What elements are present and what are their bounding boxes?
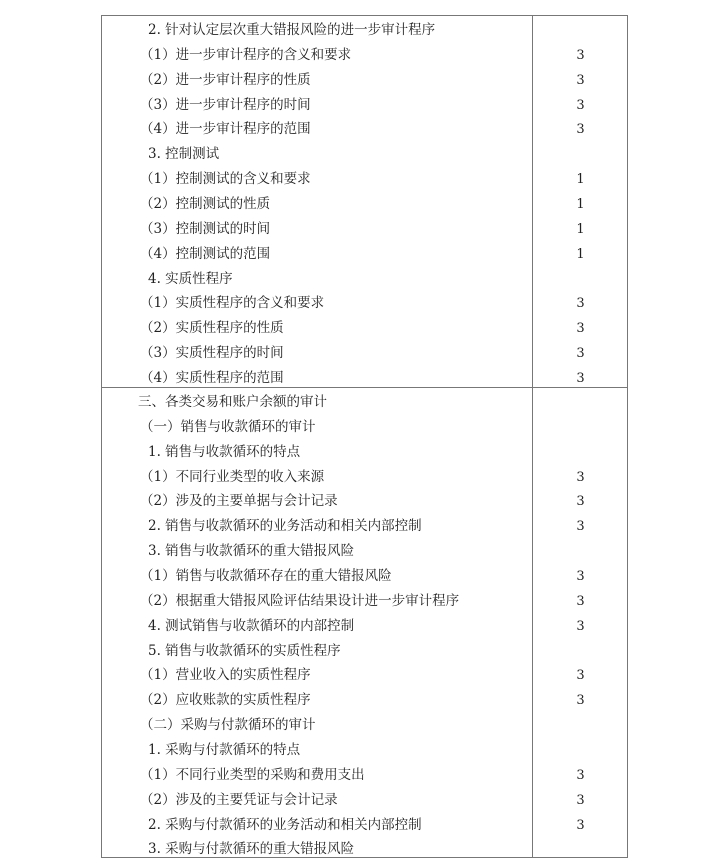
- row-topic: （1）实质性程序的含义和要求: [140, 295, 325, 312]
- row-topic: 2. 销售与收款循环的业务活动和相关内部控制: [148, 518, 422, 535]
- table-row: [102, 713, 627, 738]
- row-hours: 1: [576, 221, 585, 237]
- row-topic: 三、各类交易和账户余额的审计: [138, 394, 327, 410]
- table-section-transaction-audit: [102, 388, 627, 857]
- row-hours: 3: [576, 122, 585, 138]
- row-topic: （2）根据重大错报风险评估结果设计进一步审计程序: [140, 592, 460, 609]
- row-topic: （3）实质性程序的时间: [140, 345, 284, 362]
- table-row: [102, 539, 627, 564]
- table-row: [102, 663, 627, 688]
- row-topic: （4）进一步审计程序的范围: [140, 121, 311, 138]
- row-topic: 3. 销售与收款循环的重大错报风险: [148, 543, 355, 560]
- row-topic: （2）应收账款的实质性程序: [140, 692, 311, 709]
- row-topic: 2. 采购与付款循环的业务活动和相关内部控制: [148, 816, 422, 833]
- row-topic: 3. 采购与付款循环的重大错报风险: [148, 841, 355, 858]
- row-topic: （1）不同行业类型的收入来源: [140, 468, 325, 485]
- row-hours: 1: [576, 197, 585, 213]
- table-row: [102, 217, 627, 242]
- table-row: [102, 316, 627, 341]
- row-topic: 5. 销售与收款循环的实质性程序: [148, 642, 341, 659]
- table-row: [102, 267, 627, 292]
- table-row: [102, 415, 627, 440]
- table-row: [102, 763, 627, 788]
- row-hours: 3: [576, 72, 585, 88]
- row-topic: （4）控制测试的范围: [140, 245, 271, 262]
- row-hours: 3: [576, 817, 585, 833]
- table-row: [102, 291, 627, 316]
- row-hours: 3: [576, 296, 585, 312]
- row-hours: 3: [576, 346, 585, 362]
- row-topic: （2）涉及的主要凭证与会计记录: [140, 791, 338, 808]
- table-row: [102, 93, 627, 118]
- row-topic: （一）销售与收款循环的审计: [140, 418, 316, 435]
- table-row: [102, 589, 627, 614]
- row-topic: （二）采购与付款循环的审计: [140, 717, 316, 734]
- table-row: [102, 614, 627, 639]
- row-topic: 4. 实质性程序: [148, 270, 233, 287]
- table-row: [102, 242, 627, 267]
- row-hours: 1: [576, 246, 585, 262]
- row-hours: 3: [576, 618, 585, 634]
- row-hours: 3: [576, 792, 585, 808]
- row-topic: （1）营业收入的实质性程序: [140, 667, 311, 684]
- table-row: [102, 142, 627, 167]
- row-topic: 4. 测试销售与收款循环的内部控制: [148, 617, 355, 634]
- row-hours: 1: [576, 172, 585, 188]
- table-section-further-procedures: [102, 16, 627, 388]
- table-row: [102, 167, 627, 192]
- row-hours: 3: [576, 693, 585, 709]
- row-hours: 3: [576, 494, 585, 510]
- row-topic: 2. 针对认定层次重大错报风险的进一步审计程序: [148, 22, 436, 38]
- row-topic: （4）实质性程序的范围: [140, 370, 284, 387]
- table-row: [102, 68, 627, 93]
- row-hours: 3: [576, 519, 585, 535]
- row-topic: （2）进一步审计程序的性质: [140, 71, 311, 88]
- row-hours: 3: [576, 593, 585, 609]
- row-topic: 1. 销售与收款循环的特点: [148, 443, 301, 460]
- row-topic: （2）实质性程序的性质: [140, 320, 284, 337]
- row-topic: （1）控制测试的含义和要求: [140, 171, 311, 188]
- table-row: [102, 837, 627, 862]
- table-row: [102, 192, 627, 217]
- table-row: [102, 564, 627, 589]
- row-topic: 1. 采购与付款循环的特点: [148, 742, 301, 759]
- table-row: [102, 813, 627, 838]
- row-topic: 3. 控制测试: [148, 146, 220, 163]
- table-row: [102, 688, 627, 713]
- row-topic: （1）不同行业类型的采购和费用支出: [140, 766, 365, 783]
- row-topic: （3）进一步审计程序的时间: [140, 96, 311, 113]
- row-topic: （2）涉及的主要单据与会计记录: [140, 493, 338, 510]
- row-topic: （1）销售与收款循环存在的重大错报风险: [140, 568, 392, 585]
- table-row: [102, 514, 627, 539]
- row-hours: 3: [576, 97, 585, 113]
- table-row: [102, 489, 627, 514]
- row-hours: 3: [576, 469, 585, 485]
- row-hours: 3: [576, 321, 585, 337]
- row-hours: 3: [576, 371, 585, 387]
- row-topic: （1）进一步审计程序的含义和要求: [140, 46, 352, 63]
- table-row: [102, 117, 627, 142]
- table-row: [102, 43, 627, 68]
- table-row: [102, 440, 627, 465]
- row-topic: （2）控制测试的性质: [140, 196, 271, 213]
- table-row: [102, 341, 627, 366]
- row-hours: 3: [576, 668, 585, 684]
- row-hours: 3: [576, 767, 585, 783]
- syllabus-table: [101, 15, 628, 858]
- row-hours: 3: [576, 47, 585, 63]
- row-hours: 3: [576, 569, 585, 585]
- table-row: [102, 639, 627, 664]
- table-row: [102, 18, 627, 43]
- row-topic: （3）控制测试的时间: [140, 220, 271, 237]
- table-row: [102, 738, 627, 763]
- table-row: [102, 390, 627, 415]
- table-row: [102, 788, 627, 813]
- table-row: [102, 465, 627, 490]
